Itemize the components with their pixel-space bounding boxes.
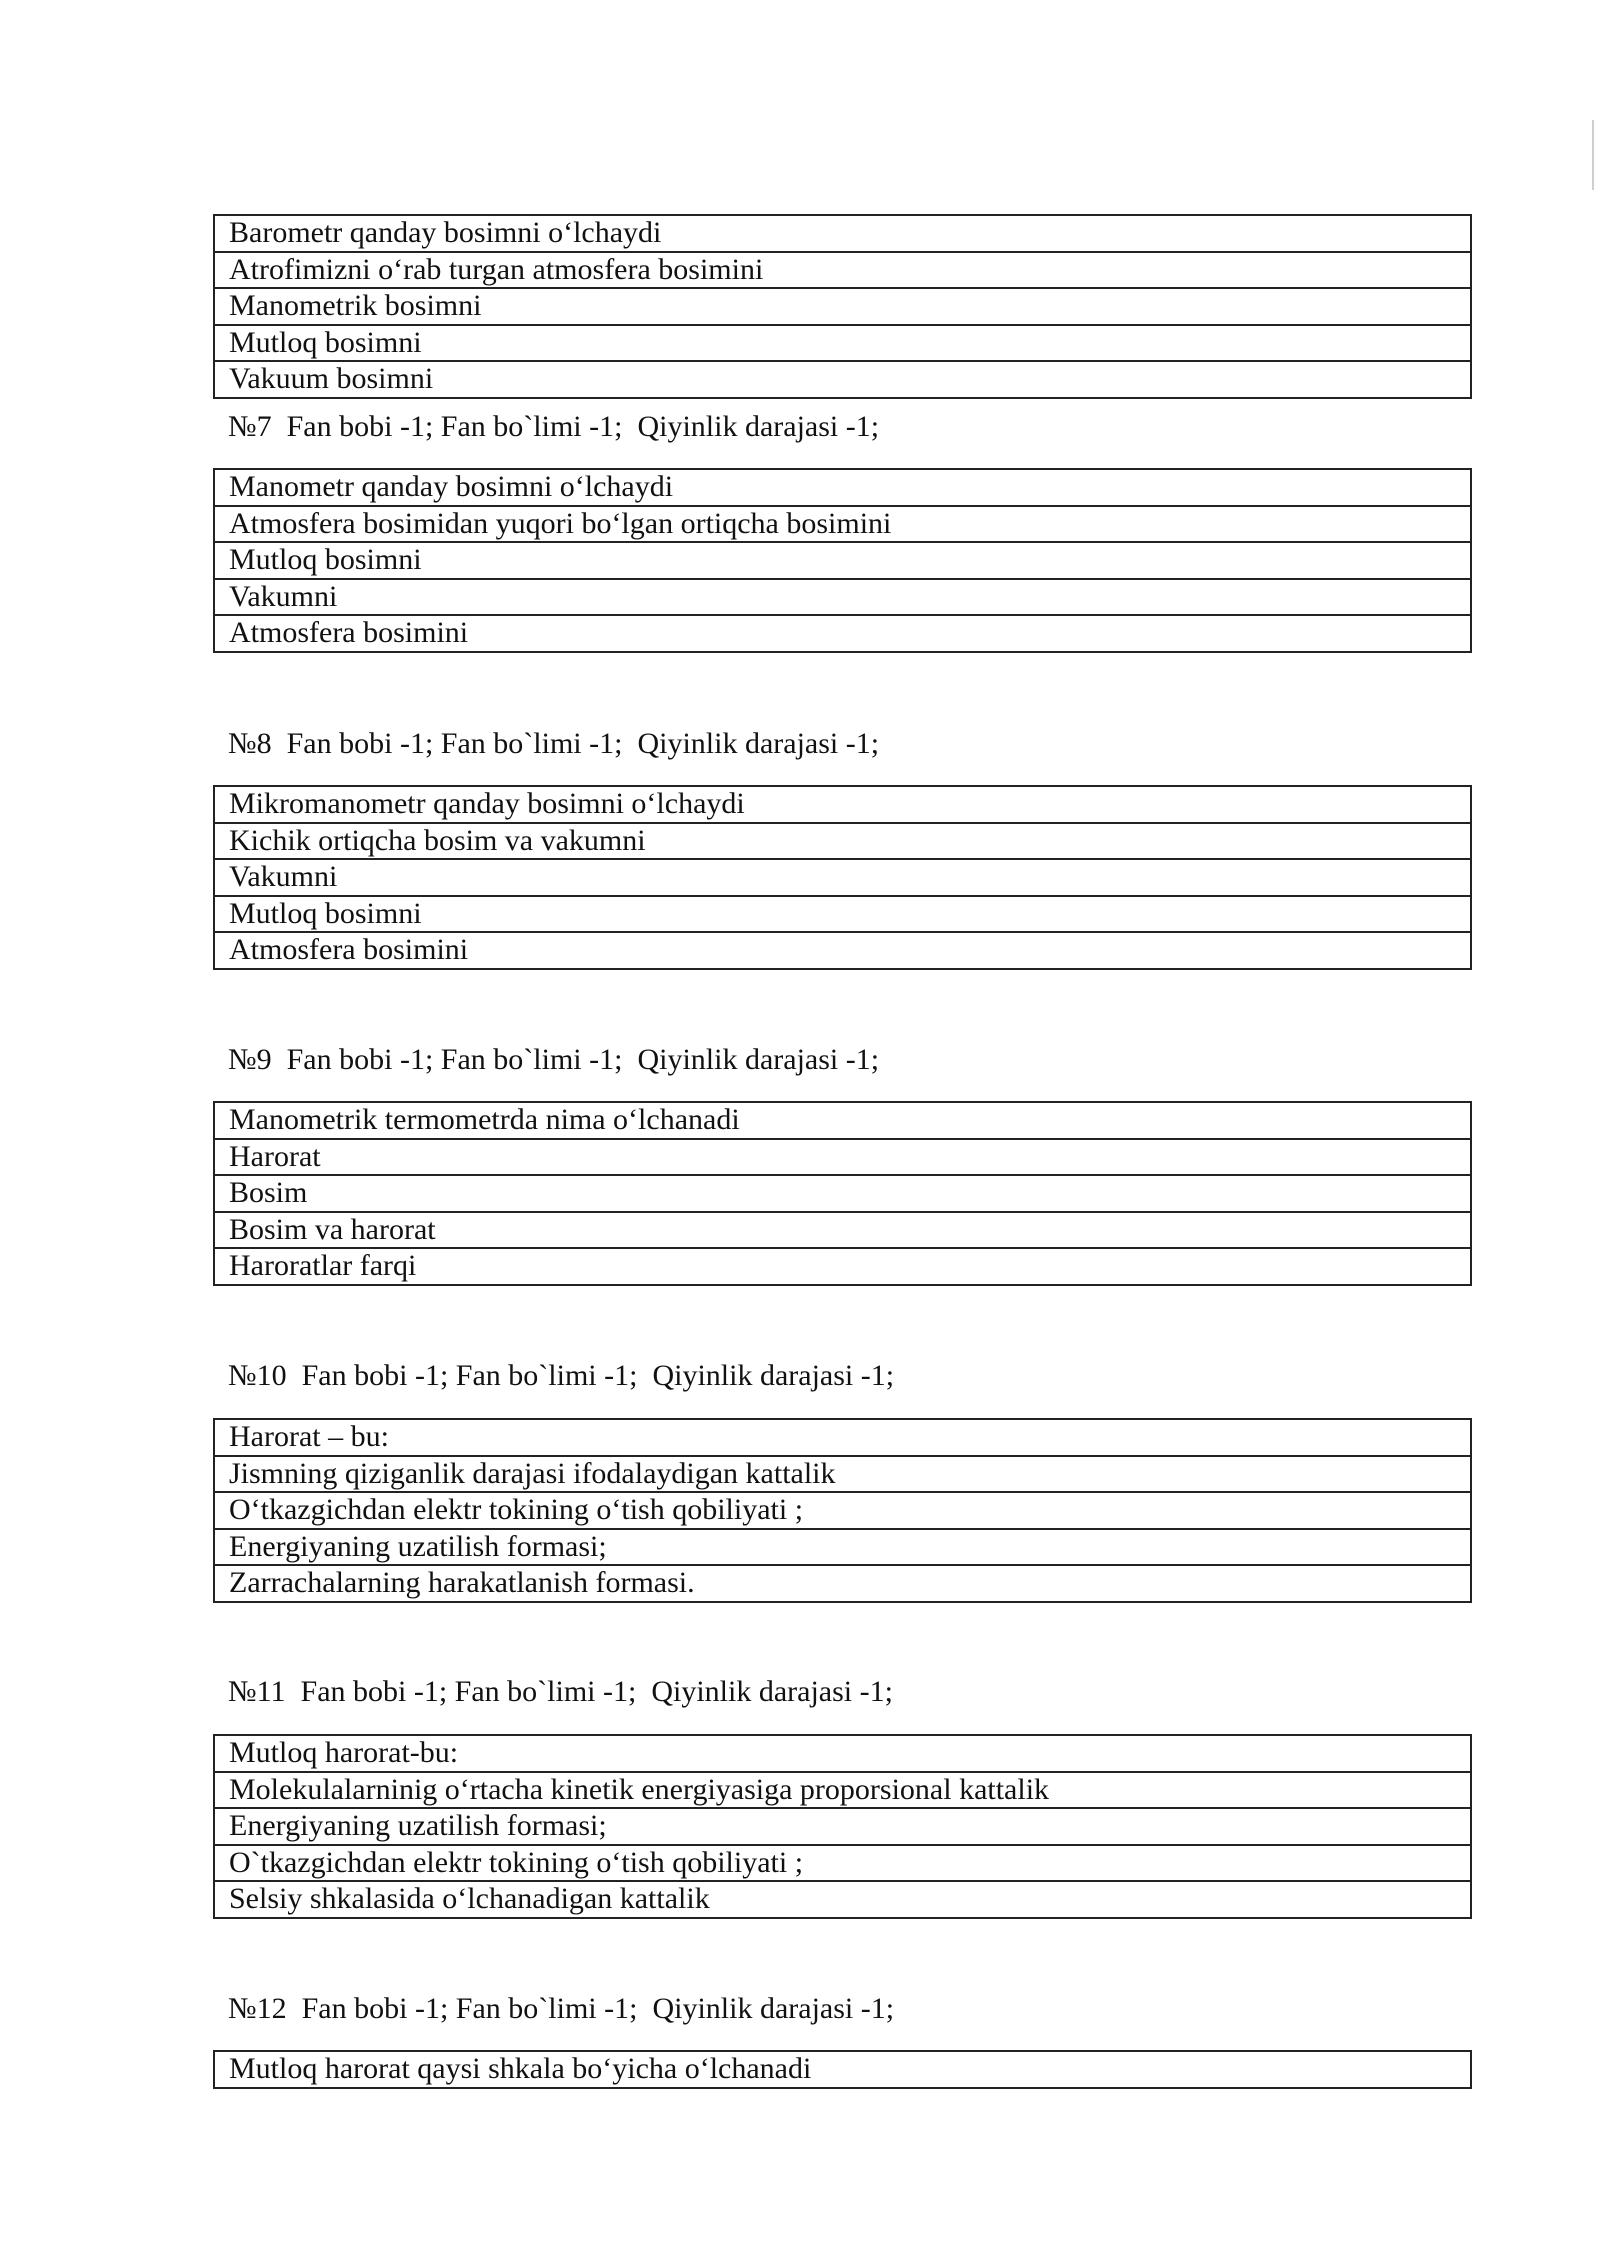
question-table xyxy=(213,214,1472,399)
question-text: Manometrik termometrda nima o‘lchanadi xyxy=(214,1102,1471,1139)
question-block-8 xyxy=(213,785,1472,970)
answer-row xyxy=(214,1175,1471,1212)
question-row xyxy=(214,2051,1471,2088)
question-heading-9: №9 Fan bobi -1; Fan bo`limi -1; Qiyinlik darajasi -1; xyxy=(228,1043,880,1076)
question-text: Manometr qanday bosimni o‘lchaydi xyxy=(214,469,1471,506)
answer-row xyxy=(214,542,1471,579)
answer-row xyxy=(214,325,1471,362)
answer-row xyxy=(214,288,1471,325)
answer-text: Manometrik bosimni xyxy=(214,288,1471,325)
answer-text: O‘tkazgichdan elektr tokining o‘tish qobiliyati ; xyxy=(214,1492,1471,1529)
answer-text: Atmosfera bosimidan yuqori bo‘lgan ortiqcha bosimini xyxy=(214,506,1471,543)
answer-row xyxy=(214,506,1471,543)
answer-row xyxy=(214,615,1471,652)
answer-text: Jismning qiziganlik darajasi ifodalaydigan kattalik xyxy=(214,1456,1471,1493)
question-table xyxy=(213,785,1472,970)
question-table xyxy=(213,2050,1472,2089)
question-row xyxy=(214,469,1471,506)
answer-row xyxy=(214,1529,1471,1566)
question-block-7 xyxy=(213,468,1472,653)
answer-text: Bosim va harorat xyxy=(214,1212,1471,1249)
answer-row xyxy=(214,361,1471,398)
question-row xyxy=(214,1735,1471,1772)
answer-text: Atmosfera bosimini xyxy=(214,932,1471,969)
question-block-9 xyxy=(213,1101,1472,1286)
answer-text: Molekulalarninig o‘rtacha kinetik energiyasiga proporsional kattalik xyxy=(214,1772,1471,1809)
answer-row xyxy=(214,823,1471,860)
question-block-10 xyxy=(213,1418,1472,1603)
answer-text: Haroratlar farqi xyxy=(214,1248,1471,1285)
question-table xyxy=(213,1101,1472,1286)
answer-row xyxy=(214,1139,1471,1176)
answer-row xyxy=(214,1248,1471,1285)
answer-row xyxy=(214,859,1471,896)
question-text: Harorat – bu: xyxy=(214,1419,1471,1456)
question-heading-10: №10 Fan bobi -1; Fan bo`limi -1; Qiyinlik darajasi -1; xyxy=(228,1359,895,1392)
answer-text: Bosim xyxy=(214,1175,1471,1212)
question-block-6 xyxy=(213,214,1472,399)
page-edge-line xyxy=(1592,120,1594,190)
answer-row xyxy=(214,1212,1471,1249)
question-row xyxy=(214,1102,1471,1139)
answer-text: Energiyaning uzatilish formasi; xyxy=(214,1529,1471,1566)
answer-row xyxy=(214,579,1471,616)
question-table xyxy=(213,468,1472,653)
answer-text: Mutloq bosimni xyxy=(214,896,1471,933)
question-block-11 xyxy=(213,1734,1472,1919)
answer-row xyxy=(214,896,1471,933)
question-text: Mutloq harorat-bu: xyxy=(214,1735,1471,1772)
question-block-12 xyxy=(213,2050,1472,2089)
answer-text: Vakumni xyxy=(214,579,1471,616)
answer-text: O`tkazgichdan elektr tokining o‘tish qobiliyati ; xyxy=(214,1845,1471,1882)
question-table xyxy=(213,1734,1472,1919)
answer-row xyxy=(214,1845,1471,1882)
question-heading-7: №7 Fan bobi -1; Fan bo`limi -1; Qiyinlik darajasi -1; xyxy=(228,410,880,443)
question-text: Mutloq harorat qaysi shkala bo‘yicha o‘lchanadi xyxy=(214,2051,1471,2088)
answer-row xyxy=(214,1808,1471,1845)
question-row xyxy=(214,215,1471,252)
question-text: Mikromanometr qanday bosimni o‘lchaydi xyxy=(214,786,1471,823)
answer-row xyxy=(214,932,1471,969)
answer-text: Kichik ortiqcha bosim va vakumni xyxy=(214,823,1471,860)
answer-row xyxy=(214,1492,1471,1529)
question-row xyxy=(214,1419,1471,1456)
question-heading-8: №8 Fan bobi -1; Fan bo`limi -1; Qiyinlik darajasi -1; xyxy=(228,727,880,760)
answer-row xyxy=(214,1456,1471,1493)
question-table xyxy=(213,1418,1472,1603)
answer-text: Zarrachalarning harakatlanish formasi. xyxy=(214,1565,1471,1602)
question-row xyxy=(214,786,1471,823)
answer-row xyxy=(214,1881,1471,1918)
question-heading-12: №12 Fan bobi -1; Fan bo`limi -1; Qiyinlik darajasi -1; xyxy=(228,1992,895,2025)
answer-text: Energiyaning uzatilish formasi; xyxy=(214,1808,1471,1845)
answer-text: Mutloq bosimni xyxy=(214,542,1471,579)
answer-text: Vakuum bosimni xyxy=(214,361,1471,398)
answer-text: Vakumni xyxy=(214,859,1471,896)
answer-row xyxy=(214,1772,1471,1809)
answer-text: Atmosfera bosimini xyxy=(214,615,1471,652)
question-text: Barometr qanday bosimni o‘lchaydi xyxy=(214,215,1471,252)
question-heading-11: №11 Fan bobi -1; Fan bo`limi -1; Qiyinlik darajasi -1; xyxy=(228,1675,893,1708)
answer-row xyxy=(214,1565,1471,1602)
answer-text: Harorat xyxy=(214,1139,1471,1176)
answer-text: Selsiy shkalasida o‘lchanadigan kattalik xyxy=(214,1881,1471,1918)
answer-text: Atrofimizni o‘rab turgan atmosfera bosimini xyxy=(214,252,1471,289)
answer-text: Mutloq bosimni xyxy=(214,325,1471,362)
answer-row xyxy=(214,252,1471,289)
